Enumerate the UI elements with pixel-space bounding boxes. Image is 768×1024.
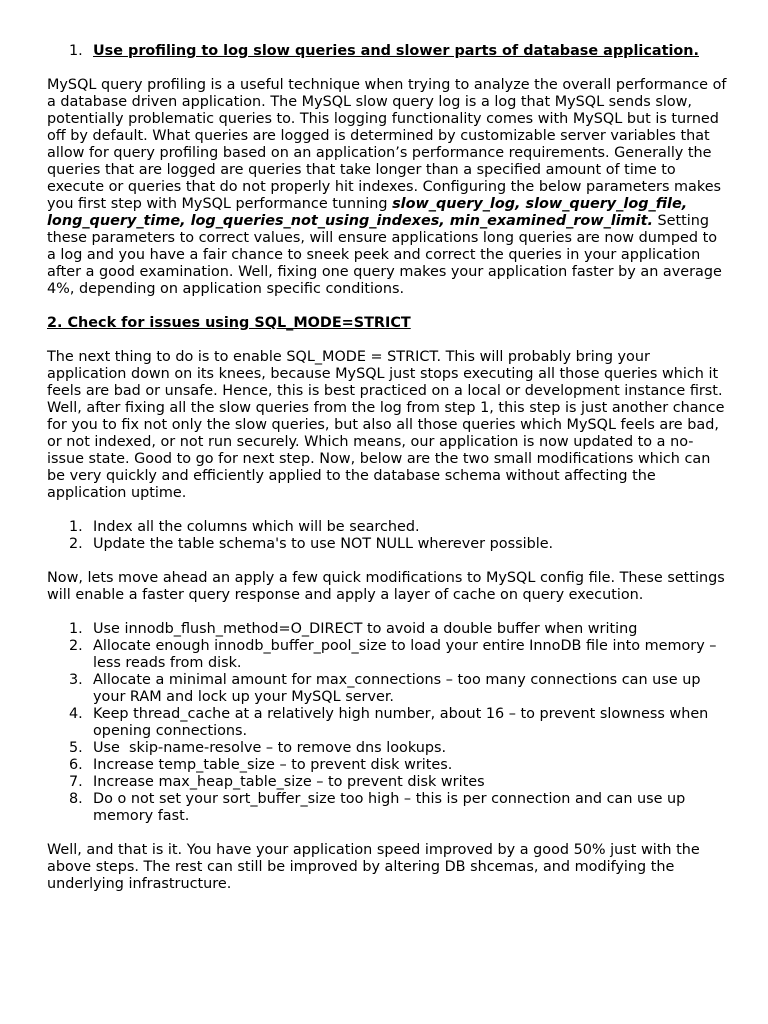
conclusion-paragraph: Well, and that is it. You have your application speed improved by a good 50% just with the above steps. The rest can still be improved by altering DB shcemas, and modifying the underlying infrastructure. bbox=[47, 842, 700, 892]
list-item-text: Keep thread_cache at a relatively high number, about 16 – to prevent slowness when opening connections. bbox=[93, 706, 709, 739]
profiling-end-text: Setting these parameters to correct values, will ensure applications long queries are now dumped to a log and you have a fair chance to sneek peek and correct the queries in your application after a good examination. Well, fixing one query makes your application faster by an average 4%, depending on application specific conditions. bbox=[47, 213, 722, 297]
list-item-text: Do o not set your sort_buffer_size too high – this is per connection and can use up memory fast. bbox=[93, 791, 686, 824]
config-paragraph: Now, lets move ahead an apply a few quick modifications to MySQL config file. These settings will enable a faster query response and apply a layer of cache on query execution. bbox=[47, 570, 725, 603]
list-item-number: 4. bbox=[69, 706, 83, 722]
profiling-params-text: slow_query_log, slow_query_log_file, long_query_time, log_queries_not_using_indexes, min_examined_row_limit. bbox=[47, 196, 688, 229]
list-item-text: Use innodb_flush_method=O_DIRECT to avoid a double buffer when writing bbox=[93, 621, 638, 637]
list-item-text: Index all the columns which will be searched. bbox=[93, 519, 420, 535]
list-item bbox=[47, 519, 727, 536]
section1-title: Use profiling to log slow queries and slower parts of database application. bbox=[93, 43, 699, 59]
list-item-number: 1. bbox=[69, 621, 83, 637]
list-item bbox=[47, 706, 727, 740]
list-item-number: 3. bbox=[69, 672, 83, 688]
list-item-text: Allocate a minimal amount for max_connections – too many connections can use up your RAM and lock up your MySQL server. bbox=[93, 672, 701, 705]
section2-title: 2. Check for issues using SQL_MODE=STRICT bbox=[47, 315, 411, 331]
list-item-number: 2. bbox=[69, 638, 83, 654]
list-item bbox=[47, 791, 727, 825]
list-item-number: 1. bbox=[69, 519, 83, 535]
profiling-intro-text: MySQL query profiling is a useful technique when trying to analyze the overall performance of a database driven application. The MySQL slow query log is a log that MySQL sends slow, potentially problematic queries to. This logging functionality comes with MySQL but is turned off by default. What queries are logged is determined by customizable server variables that allow for query profiling based on an application’s performance requirements. Generally the queries that are logged are queries that take longer than a specified amount of time to execute or queries that do not properly hit indexes. Configuring the below parameters makes you first step with MySQL performance tunning bbox=[47, 77, 727, 212]
schema-modifications-list bbox=[47, 519, 727, 553]
list-item bbox=[47, 536, 727, 553]
list-item-text: Allocate enough innodb_buffer_pool_size to load your entire InnoDB file into memory – less reads from disk. bbox=[93, 638, 717, 671]
list-item-text: Update the table schema's to use NOT NULL wherever possible. bbox=[93, 536, 554, 552]
list-item-text: Use skip-name-resolve – to remove dns lookups. bbox=[93, 740, 447, 756]
list-item-number: 5. bbox=[69, 740, 83, 756]
list-item-text: Increase max_heap_table_size – to prevent disk writes bbox=[93, 774, 485, 790]
strict-mode-paragraph: The next thing to do is to enable SQL_MODE = STRICT. This will probably bring your application down on its knees, because MySQL just stops executing all those queries which it feels are bad or unsafe. Hence, this is best practiced on a local or development instance first. Well, after fixing all the slow queries from the log from step 1, this step is just another chance for you to fix not only the slow queries, but also all those queries which MySQL feels are bad, or not indexed, or not run securely. Which means, our application is now updated to a no-issue state. Good to go for next step. Now, below are the two small modifications which can be very quickly and efficiently applied to the database schema without affecting the application uptime. bbox=[47, 349, 725, 501]
section1-heading bbox=[47, 43, 727, 60]
list-item bbox=[47, 740, 727, 757]
heading-number: 1. bbox=[69, 43, 83, 59]
list-item-number: 2. bbox=[69, 536, 83, 552]
list-item bbox=[47, 638, 727, 672]
section1-heading-list bbox=[47, 43, 727, 60]
list-item bbox=[47, 672, 727, 706]
list-item-number: 8. bbox=[69, 791, 83, 807]
profiling-paragraph bbox=[47, 77, 727, 298]
config-modifications-list bbox=[47, 621, 727, 825]
list-item-text: Increase temp_table_size – to prevent disk writes. bbox=[93, 757, 453, 773]
list-item-number: 7. bbox=[69, 774, 83, 790]
list-item bbox=[47, 757, 727, 774]
list-item bbox=[47, 621, 727, 638]
list-item-number: 6. bbox=[69, 757, 83, 773]
list-item bbox=[47, 774, 727, 791]
